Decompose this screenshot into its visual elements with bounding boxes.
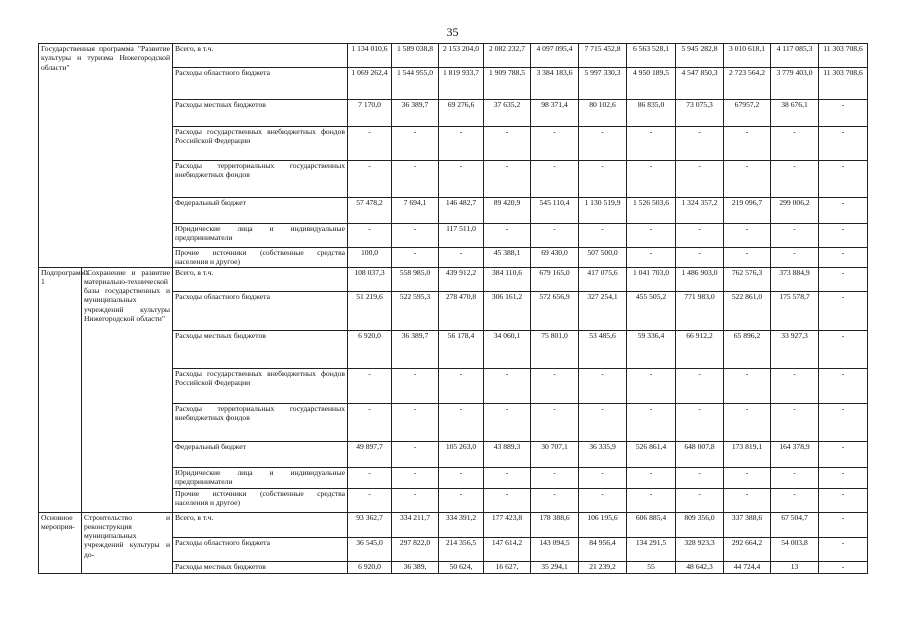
amount-cell: 1 130 519,9 <box>579 198 627 224</box>
amount-cell: 134 291,5 <box>627 537 676 561</box>
amount-cell: 1 486 903,0 <box>676 267 724 291</box>
amount-cell: 1 324 357,2 <box>676 198 724 224</box>
amount-cell: 34 060,1 <box>484 330 531 368</box>
amount-cell: 36 335,9 <box>579 441 627 467</box>
amount-cell: 108 037,3 <box>348 267 392 291</box>
amount-cell: - <box>819 291 868 330</box>
amount-cell: 30 707,1 <box>531 441 579 467</box>
amount-cell: - <box>771 127 819 161</box>
amount-cell: - <box>819 467 868 488</box>
amount-cell: - <box>676 488 724 512</box>
amount-cell: 175 578,7 <box>771 291 819 330</box>
amount-cell: 35 294,1 <box>531 561 579 573</box>
amount-cell: 455 505,2 <box>627 291 676 330</box>
amount-cell: 164 378,9 <box>771 441 819 467</box>
amount-cell: 3 384 183,6 <box>531 68 579 100</box>
funding-source-label: Расходы областного бюджета <box>173 68 348 100</box>
amount-cell: 59 336,4 <box>627 330 676 368</box>
funding-source-label: Расходы местных бюджетов <box>173 561 348 573</box>
amount-cell: - <box>392 161 439 198</box>
amount-cell: 56 178,4 <box>439 330 484 368</box>
amount-cell: 299 006,2 <box>771 198 819 224</box>
amount-cell: 105 263,0 <box>439 441 484 467</box>
amount-cell: - <box>627 488 676 512</box>
amount-cell: - <box>484 127 531 161</box>
amount-cell: - <box>579 403 627 441</box>
amount-cell: - <box>819 512 868 537</box>
amount-cell: - <box>484 161 531 198</box>
amount-cell: 2 723 564,2 <box>724 68 771 100</box>
amount-cell: 507 500,0 <box>579 248 627 268</box>
amount-cell: - <box>771 467 819 488</box>
funding-source-label: Расходы территориальных государственных внебюджетных фондов <box>173 403 348 441</box>
budget-table <box>38 43 868 574</box>
page-number: 35 <box>446 25 459 39</box>
amount-cell: - <box>348 127 392 161</box>
amount-cell: 545 110,4 <box>531 198 579 224</box>
amount-cell: 36 389,7 <box>392 100 439 127</box>
amount-cell: 84 956,4 <box>579 537 627 561</box>
amount-cell: 45 388,1 <box>484 248 531 268</box>
amount-cell: 522 861,0 <box>724 291 771 330</box>
amount-cell: 21 239,2 <box>579 561 627 573</box>
amount-cell: - <box>348 161 392 198</box>
funding-source-label: Федеральный бюджет <box>173 441 348 467</box>
amount-cell: - <box>484 368 531 403</box>
amount-cell: 66 912,2 <box>676 330 724 368</box>
amount-cell: 86 835,0 <box>627 100 676 127</box>
amount-cell: 328 923,3 <box>676 537 724 561</box>
amount-cell: - <box>676 403 724 441</box>
amount-cell: - <box>627 403 676 441</box>
amount-cell: 337 388,6 <box>724 512 771 537</box>
amount-cell: 3 010 618,1 <box>724 44 771 68</box>
amount-cell: 98 371,4 <box>531 100 579 127</box>
amount-cell: - <box>439 368 484 403</box>
amount-cell: - <box>771 488 819 512</box>
amount-cell: - <box>392 224 439 248</box>
amount-cell: 1 909 788,5 <box>484 68 531 100</box>
amount-cell: - <box>392 488 439 512</box>
amount-cell: 11 303 708,6 <box>819 44 868 68</box>
amount-cell: - <box>579 368 627 403</box>
amount-cell: 292 664,2 <box>724 537 771 561</box>
amount-cell: - <box>771 224 819 248</box>
amount-cell: 679 165,0 <box>531 267 579 291</box>
amount-cell: 1 819 933,7 <box>439 68 484 100</box>
amount-cell: 11 303 708,6 <box>819 68 868 100</box>
amount-cell: 809 356,0 <box>676 512 724 537</box>
amount-cell: 65 896,2 <box>724 330 771 368</box>
amount-cell: 33 927,3 <box>771 330 819 368</box>
amount-cell: - <box>627 467 676 488</box>
program-title: "Сохранение и развитие материально-технической базы государственных и муниципальных учреждений культуры Нижегородской области" <box>82 267 173 512</box>
amount-cell: 44 724,4 <box>724 561 771 573</box>
funding-source-label: Расходы областного бюджета <box>173 537 348 561</box>
amount-cell: - <box>484 403 531 441</box>
amount-cell: 69 430,0 <box>531 248 579 268</box>
amount-cell: 762 576,3 <box>724 267 771 291</box>
amount-cell: - <box>724 224 771 248</box>
program-type: Подпрограмма 1 <box>39 267 82 512</box>
amount-cell: 7 715 452,8 <box>579 44 627 68</box>
amount-cell: 2 082 232,7 <box>484 44 531 68</box>
funding-source-label: Расходы территориальных государственных внебюджетных фондов <box>173 161 348 198</box>
amount-cell: 297 822,0 <box>392 537 439 561</box>
amount-cell: - <box>627 368 676 403</box>
amount-cell: - <box>819 161 868 198</box>
amount-cell: - <box>348 224 392 248</box>
funding-source-label: Федеральный бюджет <box>173 198 348 224</box>
table-row <box>39 512 868 537</box>
amount-cell: - <box>531 127 579 161</box>
amount-cell: - <box>819 267 868 291</box>
amount-cell: 5 945 282,8 <box>676 44 724 68</box>
amount-cell: 4 547 850,3 <box>676 68 724 100</box>
amount-cell: 219 096,7 <box>724 198 771 224</box>
amount-cell: - <box>484 467 531 488</box>
amount-cell: 117 511,0 <box>439 224 484 248</box>
amount-cell: 5 997 330,3 <box>579 68 627 100</box>
amount-cell: 48 642,3 <box>676 561 724 573</box>
amount-cell: - <box>819 537 868 561</box>
amount-cell: - <box>771 403 819 441</box>
amount-cell: 1 069 262,4 <box>348 68 392 100</box>
amount-cell: - <box>579 161 627 198</box>
amount-cell: - <box>348 488 392 512</box>
amount-cell: - <box>724 488 771 512</box>
amount-cell: 147 614,2 <box>484 537 531 561</box>
amount-cell: - <box>771 248 819 268</box>
amount-cell: 49 897,7 <box>348 441 392 467</box>
amount-cell: - <box>819 488 868 512</box>
funding-source-label: Юридические лица и индивидуальные предприниматели <box>173 467 348 488</box>
amount-cell: - <box>676 248 724 268</box>
amount-cell: 69 276,6 <box>439 100 484 127</box>
program-type: Основное мероприя- <box>39 512 82 573</box>
amount-cell: - <box>724 467 771 488</box>
amount-cell: 384 110,6 <box>484 267 531 291</box>
amount-cell: - <box>819 561 868 573</box>
amount-cell: - <box>627 127 676 161</box>
amount-cell: 75 801,0 <box>531 330 579 368</box>
funding-source-label: Всего, в т.ч. <box>173 512 348 537</box>
amount-cell: - <box>627 161 676 198</box>
amount-cell: 6 920,0 <box>348 330 392 368</box>
amount-cell: - <box>819 100 868 127</box>
amount-cell: 278 470,8 <box>439 291 484 330</box>
amount-cell: - <box>819 127 868 161</box>
amount-cell: - <box>531 224 579 248</box>
amount-cell: - <box>819 330 868 368</box>
amount-cell: 36 389,7 <box>392 330 439 368</box>
funding-source-label: Прочие источники (собственные средства населения и другое) <box>173 488 348 512</box>
amount-cell: 7 170,0 <box>348 100 392 127</box>
amount-cell: - <box>531 161 579 198</box>
amount-cell: 334 391,2 <box>439 512 484 537</box>
amount-cell: - <box>771 161 819 198</box>
amount-cell: 327 254,1 <box>579 291 627 330</box>
amount-cell: - <box>531 403 579 441</box>
amount-cell: - <box>579 127 627 161</box>
program-title: Государственная программа "Развитие культуры и туризма Нижегородской области" <box>39 44 173 268</box>
amount-cell: 93 362,7 <box>348 512 392 537</box>
funding-source-label: Всего, в т.ч. <box>173 44 348 68</box>
funding-source-label: Расходы государственных внебюджетных фондов Российской Федерации <box>173 127 348 161</box>
amount-cell: - <box>531 467 579 488</box>
amount-cell: 1 544 955,0 <box>392 68 439 100</box>
amount-cell: - <box>676 127 724 161</box>
amount-cell: 558 985,0 <box>392 267 439 291</box>
amount-cell: - <box>392 403 439 441</box>
amount-cell: 648 007,8 <box>676 441 724 467</box>
amount-cell: 53 485,6 <box>579 330 627 368</box>
amount-cell: - <box>819 248 868 268</box>
funding-source-label: Всего, в т.ч. <box>173 267 348 291</box>
amount-cell: - <box>724 368 771 403</box>
amount-cell: 38 676,1 <box>771 100 819 127</box>
funding-source-label: Расходы местных бюджетов <box>173 330 348 368</box>
amount-cell: 143 094,5 <box>531 537 579 561</box>
amount-cell: 50 624, <box>439 561 484 573</box>
funding-source-label: Прочие источники (собственные средства населения и другое) <box>173 248 348 268</box>
amount-cell: 306 161,2 <box>484 291 531 330</box>
amount-cell: - <box>724 403 771 441</box>
amount-cell: - <box>724 161 771 198</box>
amount-cell: 2 153 204,0 <box>439 44 484 68</box>
amount-cell: - <box>531 368 579 403</box>
amount-cell: 54 003,8 <box>771 537 819 561</box>
amount-cell: 214 356,5 <box>439 537 484 561</box>
amount-cell: - <box>348 368 392 403</box>
funding-source-label: Юридические лица и индивидуальные предприниматели <box>173 224 348 248</box>
amount-cell: - <box>392 368 439 403</box>
amount-cell: - <box>579 224 627 248</box>
program-title: Строительство и реконструкция муниципальных учреждений культуры и до- <box>82 512 173 573</box>
amount-cell: - <box>392 441 439 467</box>
amount-cell: - <box>439 161 484 198</box>
amount-cell: - <box>392 467 439 488</box>
funding-source-label: Расходы местных бюджетов <box>173 100 348 127</box>
amount-cell: 1 134 010,6 <box>348 44 392 68</box>
amount-cell: - <box>579 467 627 488</box>
amount-cell: 57 478,2 <box>348 198 392 224</box>
amount-cell: 1 526 503,6 <box>627 198 676 224</box>
table-row <box>39 267 868 291</box>
amount-cell: 67957,2 <box>724 100 771 127</box>
amount-cell: 36 545,0 <box>348 537 392 561</box>
amount-cell: 100,0 <box>348 248 392 268</box>
amount-cell: 1 589 038,8 <box>392 44 439 68</box>
amount-cell: 572 656,9 <box>531 291 579 330</box>
amount-cell: 37 635,2 <box>484 100 531 127</box>
amount-cell: 173 819,1 <box>724 441 771 467</box>
amount-cell: - <box>819 198 868 224</box>
amount-cell: - <box>579 488 627 512</box>
amount-cell: 4 097 095,4 <box>531 44 579 68</box>
amount-cell: 43 889,3 <box>484 441 531 467</box>
amount-cell: 4 950 189,5 <box>627 68 676 100</box>
amount-cell: 606 885,4 <box>627 512 676 537</box>
amount-cell: 80 102,6 <box>579 100 627 127</box>
amount-cell: - <box>484 224 531 248</box>
amount-cell: - <box>392 248 439 268</box>
amount-cell: 178 388,6 <box>531 512 579 537</box>
amount-cell: - <box>819 441 868 467</box>
amount-cell: - <box>771 368 819 403</box>
amount-cell: 73 075,3 <box>676 100 724 127</box>
amount-cell: - <box>676 161 724 198</box>
amount-cell: 106 195,6 <box>579 512 627 537</box>
amount-cell: - <box>439 127 484 161</box>
funding-source-label: Расходы областного бюджета <box>173 291 348 330</box>
amount-cell: 6 920,0 <box>348 561 392 573</box>
amount-cell: - <box>819 403 868 441</box>
amount-cell: 6 563 528,1 <box>627 44 676 68</box>
amount-cell: - <box>676 368 724 403</box>
amount-cell: - <box>348 467 392 488</box>
table-row <box>39 44 868 68</box>
amount-cell: - <box>439 467 484 488</box>
amount-cell: - <box>484 488 531 512</box>
amount-cell: 771 983,0 <box>676 291 724 330</box>
amount-cell: - <box>627 224 676 248</box>
amount-cell: 51 219,6 <box>348 291 392 330</box>
amount-cell: - <box>392 127 439 161</box>
amount-cell: 7 694,1 <box>392 198 439 224</box>
amount-cell: 67 504,7 <box>771 512 819 537</box>
funding-source-label: Расходы государственных внебюджетных фондов Российской Федерации <box>173 368 348 403</box>
amount-cell: 522 595,3 <box>392 291 439 330</box>
amount-cell: - <box>819 224 868 248</box>
amount-cell: 16 627, <box>484 561 531 573</box>
amount-cell: - <box>627 248 676 268</box>
amount-cell: - <box>439 403 484 441</box>
amount-cell: - <box>724 248 771 268</box>
amount-cell: 4 117 085,3 <box>771 44 819 68</box>
amount-cell: 334 211,7 <box>392 512 439 537</box>
amount-cell: - <box>531 488 579 512</box>
amount-cell: - <box>676 224 724 248</box>
amount-cell: 526 861,4 <box>627 441 676 467</box>
amount-cell: - <box>676 467 724 488</box>
amount-cell: 373 884,9 <box>771 267 819 291</box>
amount-cell: - <box>819 368 868 403</box>
amount-cell: 55 <box>627 561 676 573</box>
amount-cell: - <box>439 248 484 268</box>
amount-cell: 146 482,7 <box>439 198 484 224</box>
amount-cell: 3 779 403,0 <box>771 68 819 100</box>
amount-cell: - <box>348 403 392 441</box>
amount-cell: - <box>724 127 771 161</box>
amount-cell: 36 389, <box>392 561 439 573</box>
amount-cell: 1 041 703,0 <box>627 267 676 291</box>
amount-cell: 13 <box>771 561 819 573</box>
amount-cell: 439 912,2 <box>439 267 484 291</box>
amount-cell: 417 075,6 <box>579 267 627 291</box>
amount-cell: 89 420,9 <box>484 198 531 224</box>
amount-cell: - <box>439 488 484 512</box>
amount-cell: 177 423,8 <box>484 512 531 537</box>
